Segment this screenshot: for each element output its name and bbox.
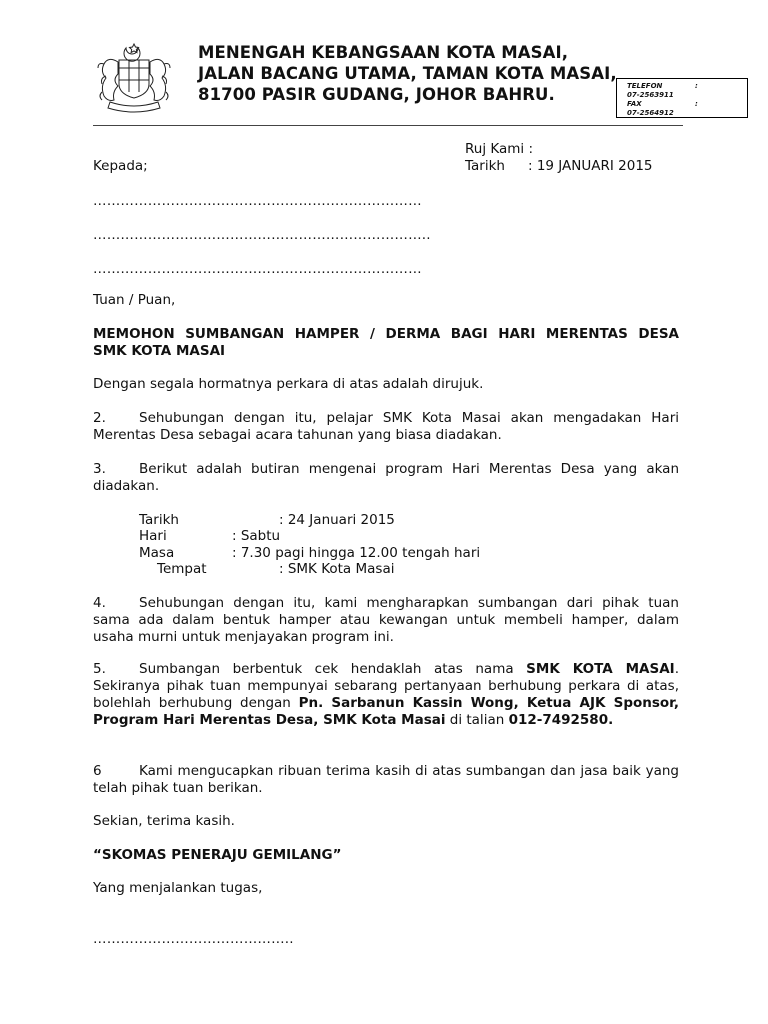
school-postcode-line: 81700 PASIR GUDANG, JOHOR BAHRU. [198, 85, 555, 104]
paragraph-text: Berikut adalah butiran mengenai program Hari Merentas Desa yang akan diadakan. [93, 461, 679, 494]
address-line: ……………………………………………………………… [93, 193, 422, 209]
ruj-kami: Ruj Kami : [465, 141, 534, 157]
paragraph-number: 2. [93, 410, 106, 426]
tarikh-value: : 19 JANUARI 2015 [528, 158, 653, 174]
closing: Sekian, terima kasih. [93, 813, 235, 829]
colon: : [695, 100, 698, 108]
fax-value: 07-2564912 [627, 109, 674, 117]
detail-value: : 24 Januari 2015 [279, 512, 395, 528]
address-line: ……………………………………………………………… [93, 261, 422, 277]
tarikh-label: Tarikh [465, 158, 505, 174]
paragraph-6 [93, 763, 679, 797]
detail-value: : 7.30 pagi hingga 12.00 tengah hari [232, 545, 481, 561]
telefon-label: TELEFON [627, 82, 663, 90]
address-line: ……………………………………………………………….. [93, 227, 431, 243]
cheque-payee: SMK KOTA MASAI [526, 661, 675, 677]
paragraph-text: Sehubungan dengan itu, kami mengharapkan sumbangan dari pihak tuan sama ada dalam bentuk hamper atau kewangan untuk membeli hamper, dalam usaha murni untuk menjayakan program ini. [93, 595, 679, 645]
detail-label: Tarikh [139, 512, 179, 528]
school-address-line: JALAN BACANG UTAMA, TAMAN KOTA MASAI, [198, 64, 617, 83]
detail-label: Masa [139, 545, 175, 561]
colon: : [695, 82, 698, 90]
telefon-value: 07-2563911 [627, 91, 674, 99]
contact-box [616, 78, 748, 118]
malaysia-coat-of-arms-icon [92, 42, 176, 114]
paragraph-text: Sehubungan dengan itu, pelajar SMK Kota Masai akan mengadakan Hari Merentas Desa sebagai acara tahunan yang biasa diadakan. [93, 410, 679, 443]
detail-value: : SMK Kota Masai [279, 561, 395, 577]
paragraph-text: Kami mengucapkan ribuan terima kasih di atas sumbangan dan jasa baik yang telah pihak tuan berikan. [93, 763, 679, 796]
subject-line: MEMOHON SUMBANGAN HAMPER / DERMA BAGI HARI MERENTAS DESA [93, 326, 679, 342]
yang-menjalankan-tugas: Yang menjalankan tugas, [93, 880, 263, 896]
paragraph-number: 5. [93, 661, 106, 677]
paragraph-number: 3. [93, 461, 106, 477]
paragraph-3 [93, 461, 679, 495]
fax-label: FAX [627, 100, 642, 108]
paragraph-number: 4. [93, 595, 106, 611]
detail-label: Tempat [157, 561, 207, 577]
paragraph-text: Sumbangan berbentuk cek hendaklah atas nama [139, 661, 527, 677]
motto: “SKOMAS PENERAJU GEMILANG” [93, 847, 342, 863]
signature-line: …………………………………….. [93, 931, 294, 947]
contact-phone: 012-7492580. [508, 712, 614, 728]
paragraph-5 [93, 661, 679, 729]
detail-label: Hari [139, 528, 167, 544]
salutation: Tuan / Puan, [93, 292, 176, 308]
subject-line: SMK KOTA MASAI [93, 343, 226, 359]
paragraph-number: 6 [93, 763, 102, 779]
detail-value: : Sabtu [232, 528, 281, 544]
header-divider [93, 125, 683, 126]
contact-person: Pn. Sarbanun Kassin Wong, Ketua AJK Sponsor, Program Hari Merentas Desa, SMK Kota Masai [93, 695, 679, 728]
paragraph-4 [93, 595, 679, 646]
paragraph-text: di talian [445, 712, 509, 728]
kepada: Kepada; [93, 158, 148, 174]
paragraph-1: Dengan segala hormatnya perkara di atas adalah dirujuk. [93, 376, 484, 392]
paragraph-2 [93, 410, 679, 444]
school-name: MENENGAH KEBANGSAAN KOTA MASAI, [198, 43, 569, 62]
paragraph-text: . Sekiranya pihak tuan mempunyai sebarang pertanyaan berhubung perkara di atas, bolehlah berhubung dengan [93, 661, 679, 711]
